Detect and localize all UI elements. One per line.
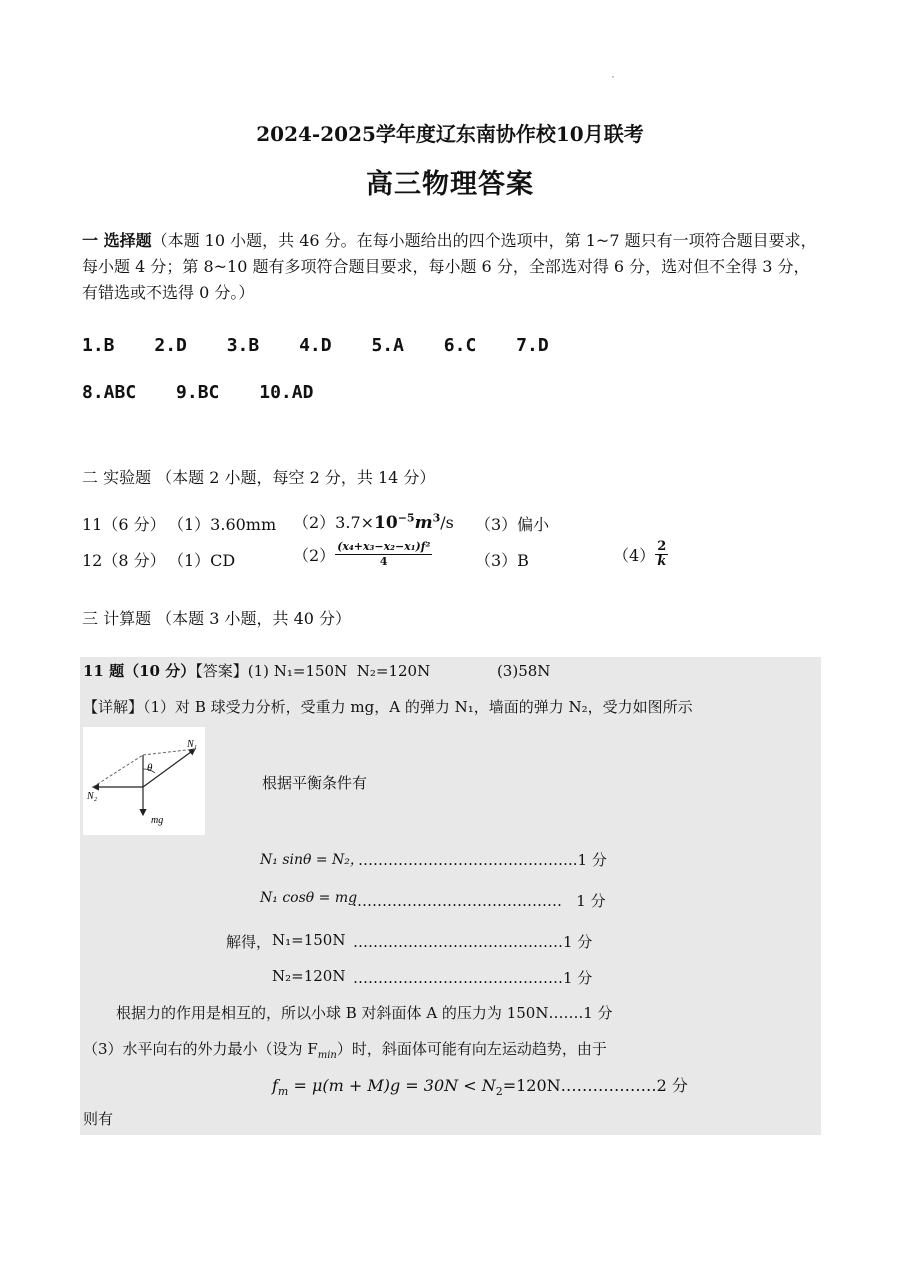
section1-intro [82,228,822,306]
scan-dot [612,76,614,78]
exp-q12-denominator: 4 [379,555,388,568]
answer-2: 2.D [154,335,187,356]
section1-description: （本题 10 小题，共 46 分。在每小题给出的四个选项中，第 1~7 题只有一项符合题目要求，每小题 4 分；第 8~10 题有多项符合题目要求，每小题 6 分，全部选对得 6 分，选对但不全得 3 分，有错选或不选得 0 分。） [82,231,817,302]
n2-label: N₂ [87,791,98,802]
section1-heading: 一 选择题 [82,231,152,250]
eq4-dots: ……………………………………1 分 [353,969,593,987]
fm-rest: = μ(m + M)g = 30N < N [288,1076,496,1095]
solve-label: 解得， [226,933,272,951]
exp-q11-exp-base: 10 [374,513,398,533]
answer-9: 9.BC [176,382,220,403]
exp-q12-fraction [335,540,432,569]
exp-q12-part2-prefix: （2） [293,546,336,565]
exp-q11-label: 11（6 分） [82,515,166,534]
part3-sub: min [317,1050,337,1061]
eq4: N₂=120N [272,967,346,985]
fm-n2-sub: 2 [495,1085,503,1099]
answers-row-1 [82,335,578,356]
exp-q11-part3: （3）偏小 [475,515,550,534]
answer-8: 8.ABC [82,382,137,403]
calc-q11-answer-tag: 【答案】 [195,662,248,680]
exp-q11-part1: （1）3.60mm [168,515,277,534]
exp-q12-part4 [613,540,668,569]
exp-q12-part4-prefix: （4） [613,546,656,565]
exp-q12-numerator: (x₄+x₃−x₂−x₁)f² [337,540,431,553]
eq2: N₁ cosθ = mg [260,890,358,906]
answer-4: 4.D [299,335,332,356]
exp-q12-part4-fraction [655,540,668,569]
exp-q11-exp: −5 [397,511,415,525]
force-diagram-svg [83,727,205,835]
calc-q11-answer: (1) N₁=150N N₂=120N (3)58N [247,662,551,680]
exp-q12-part4-num: 2 [657,539,667,554]
answer-6: 6.C [443,335,477,356]
eq1-dots: ……………………………………..1 分 [358,851,607,869]
exam-title: 2024-2025学年度辽东南协作校10月联考 [256,122,644,146]
exp-q12-label: 12（8 分） [82,551,166,570]
reaction-statement: 根据力的作用是相互的，所以小球 B 对斜面体 A 的压力为 150N…….1 分 [116,1004,613,1022]
answers-row-2 [82,382,342,403]
calc-q11-header [83,660,550,681]
exp-q11-part2 [293,510,454,533]
answer-10: 10.AD [259,382,314,403]
exp-q12-part4-den: k [657,554,667,569]
exp-q11-unit-exp: 3 [432,511,441,525]
mg-label: mg [151,815,164,826]
exp-q11-part2-prefix: （2）3.7× [293,513,375,532]
answer-7: 7.D [516,335,549,356]
answer-5: 5.A [371,335,404,356]
force-diagram [83,727,205,835]
calc-q11-detail-text: （1）对 B 球受力分析，受重力 mg，A 的弹力 N₁，墙面的弹力 N₂，受力如图所示 [143,698,693,716]
calc-q11-detail-tag: 【详解】 [83,698,144,716]
eq3: N₁=150N [272,931,346,949]
dashed-left [93,755,143,787]
part3-rest: ）时，斜面体可能有向左运动趋势，由于 [336,1040,607,1058]
answer-1: 1.B [82,335,115,356]
section2-heading: 二 实验题 （本题 2 小题，每空 2 分，共 14 分） [82,468,436,487]
fm-sub: m [277,1085,289,1099]
answer-title: 高三物理答案 [366,169,534,200]
eq2-dots: …………………………………… 1 分 [352,892,606,910]
exp-q12-part3: （3）B [475,551,529,570]
section3-heading: 三 计算题 （本题 3 小题，共 40 分） [82,609,352,628]
exp-q11-suffix: /s [440,513,454,532]
exp-q12-part2 [293,540,432,569]
exp-q12-part1: （1）CD [168,551,236,570]
fm-symbol: f [272,1076,278,1095]
eq1: N₁ sinθ = N₂， [260,852,364,868]
fm-tail: =120N………………2 分 [502,1076,688,1095]
part3-intro [83,1038,607,1061]
eq3-dots: ……………………………………1 分 [353,933,593,951]
calc-q11-title: 11 题（10 分） [83,662,196,680]
answer-3: 3.B [226,335,260,356]
exp-q11-unit: m [414,513,433,533]
then-text: 则有 [83,1110,114,1128]
friction-equation [272,1073,688,1098]
n1-label: N₁ [187,739,198,750]
calc-q11-detail [83,696,693,717]
theta-label: θ [147,762,153,774]
balance-text: 根据平衡条件有 [262,774,368,792]
part3-intro-text: （3）水平向右的外力最小（设为 F [83,1040,318,1058]
